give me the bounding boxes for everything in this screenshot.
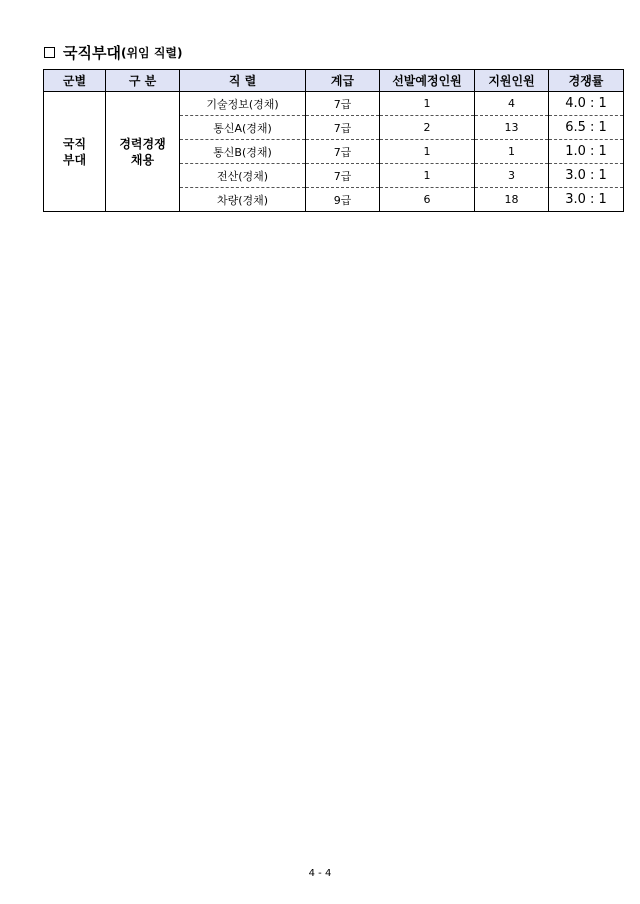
header-applicants: 지원인원 [475, 70, 549, 92]
ratio-cell: 1.0 : 1 [549, 140, 624, 164]
ratio-cell: 3.0 : 1 [549, 164, 624, 188]
series-cell: 통신A(경채) [180, 116, 306, 140]
applicants-cell: 13 [475, 116, 549, 140]
section-title-text: 국직부대 [63, 44, 121, 62]
series-cell: 전산(경채) [180, 164, 306, 188]
rank-cell: 7급 [306, 116, 380, 140]
planned-cell: 1 [380, 92, 475, 116]
series-cell: 기술정보(경채) [180, 92, 306, 116]
category-cell [106, 92, 180, 212]
planned-cell: 6 [380, 188, 475, 212]
table-row [44, 92, 624, 116]
page-number: 4 - 4 [308, 868, 332, 879]
series-cell: 통신B(경채) [180, 140, 306, 164]
rank-cell: 7급 [306, 164, 380, 188]
ratio-cell: 4.0 : 1 [549, 92, 624, 116]
ratio-cell: 6.5 : 1 [549, 116, 624, 140]
ratio-cell: 3.0 : 1 [549, 188, 624, 212]
header-category: 구 분 [106, 70, 180, 92]
planned-cell: 2 [380, 116, 475, 140]
planned-cell: 1 [380, 164, 475, 188]
rank-cell: 7급 [306, 140, 380, 164]
category-line1: 경력경쟁 [119, 136, 166, 151]
applicants-cell: 1 [475, 140, 549, 164]
header-rank: 계급 [306, 70, 380, 92]
header-ratio: 경쟁률 [549, 70, 624, 92]
applicants-cell: 18 [475, 188, 549, 212]
header-planned: 선발예정인원 [380, 70, 475, 92]
section-title [44, 42, 182, 63]
branch-line2: 부대 [62, 152, 87, 167]
branch-cell [44, 92, 106, 212]
planned-cell: 1 [380, 140, 475, 164]
applicants-cell: 3 [475, 164, 549, 188]
applicants-cell: 4 [475, 92, 549, 116]
header-branch: 군별 [44, 70, 106, 92]
table-header-row [44, 70, 624, 92]
branch-line1: 국직 [62, 136, 87, 151]
section-subtitle: (위임 직렬) [120, 46, 183, 60]
recruitment-table [43, 69, 624, 212]
category-line2: 채용 [130, 152, 155, 167]
rank-cell: 7급 [306, 92, 380, 116]
header-series: 직 렬 [180, 70, 306, 92]
checkbox-square-icon [44, 47, 55, 58]
rank-cell: 9급 [306, 188, 380, 212]
series-cell: 차량(경채) [180, 188, 306, 212]
